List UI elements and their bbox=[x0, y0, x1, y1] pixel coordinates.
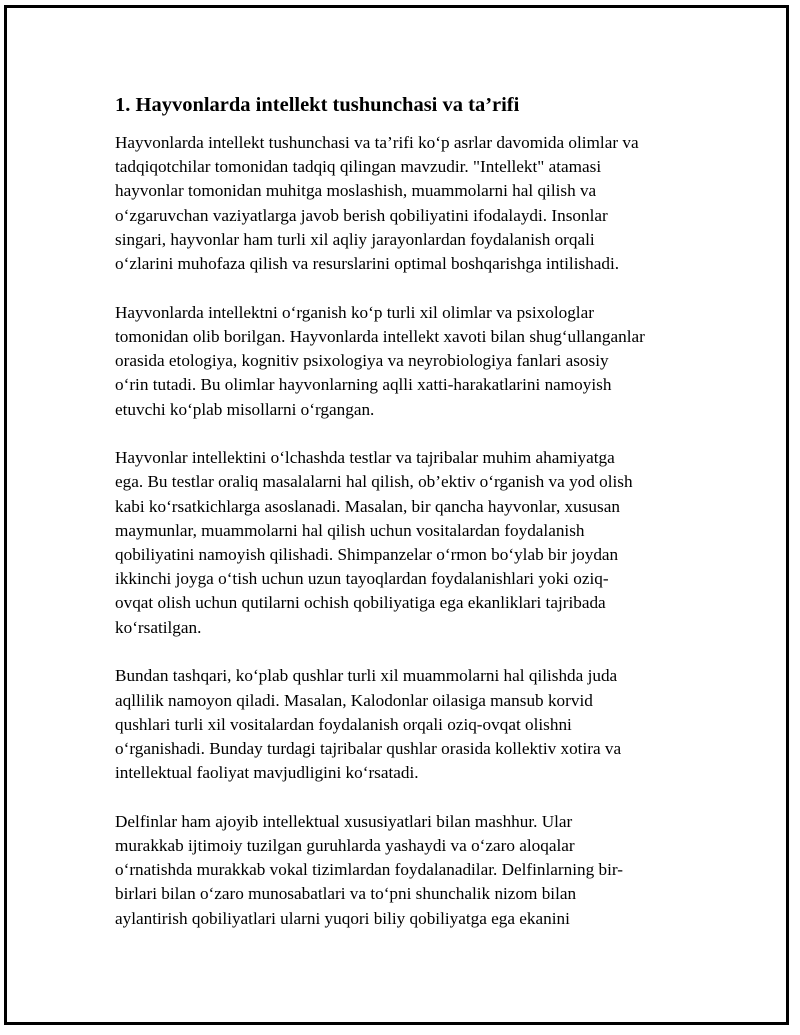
text-line: aylantirish qobiliyatlari ularni yuqori biliy qobiliyatga ega ekanini bbox=[115, 908, 570, 928]
paragraph-4 bbox=[115, 664, 690, 785]
text-line: o‘zgaruvchan vaziyatlarga javob berish qobiliyatini ifodalaydi. Insonlar bbox=[115, 205, 608, 225]
text-line: Bundan tashqari, ko‘plab qushlar turli xil muammolarni hal qilishda juda bbox=[115, 666, 618, 686]
text-line: aqllilik namoyon qiladi. Masalan, Kalodonlar oilasiga mansub korvid bbox=[115, 690, 593, 710]
text-line: ovqat olish uchun qutilarni ochish qobiliyatiga ega ekanliklari tajribada bbox=[115, 593, 606, 613]
text-line: murakkab ijtimoiy tuzilgan guruhlarda yashaydi va o‘zaro aloqalar bbox=[115, 836, 575, 856]
text-line: o‘rganishadi. Bunday turdagi tajribalar qushlar orasida kollektiv xotira va bbox=[115, 738, 622, 758]
text-line: etuvchi ko‘plab misollarni o‘rgangan. bbox=[115, 399, 375, 419]
paragraph-5 bbox=[115, 810, 690, 931]
document-title: 1. Hayvonlarda intellekt tushunchasi va ta’rifi bbox=[115, 94, 520, 116]
text-line: o‘rin tutadi. Bu olimlar hayvonlarning aqlli xatti-harakatlarini namoyish bbox=[115, 375, 612, 395]
paragraph-3 bbox=[115, 446, 690, 640]
text-line: Hayvonlarda intellekt tushunchasi va ta’rifi ko‘p asrlar davomida olimlar va bbox=[115, 133, 639, 152]
text-line: ikkinchi joyga o‘tish uchun uzun tayoqlardan foydalanishlari yoki oziq- bbox=[115, 569, 609, 589]
text-line: kabi ko‘rsatkichlarga asoslanadi. Masalan, bir qancha hayvonlar, xususan bbox=[115, 496, 620, 516]
text-line: birlari bilan o‘zaro munosabatlari va to‘pni shunchalik nizom bilan bbox=[115, 884, 577, 904]
document-body bbox=[115, 92, 690, 955]
text-line: intellektual faoliyat mavjudligini ko‘rsatadi. bbox=[115, 763, 419, 783]
text-line: o‘rnatishda murakkab vokal tizimlardan foydalanadilar. Delfinlarning bir- bbox=[115, 860, 623, 880]
paragraph-1 bbox=[115, 131, 690, 276]
text-line: tomonidan olib borilgan. Hayvonlarda intellekt xavoti bilan shug‘ullanganlar bbox=[115, 326, 645, 346]
text-line: ega. Bu testlar oraliq masalalarni hal qilish, ob’ektiv o‘rganish va yod olish bbox=[115, 472, 633, 492]
text-line: hayvonlar tomonidan muhitga moslashish, muammolarni hal qilish va bbox=[115, 181, 597, 201]
text-line: orasida etologiya, kognitiv psixologiya va neyrobiologiya fanlari asosiy bbox=[115, 351, 609, 371]
text-line: singari, hayvonlar ham turli xil aqliy jarayonlardan foydalanish orqali bbox=[115, 229, 595, 249]
text-line: Hayvonlarda intellektni o‘rganish ko‘p turli xil olimlar va psixologlar bbox=[115, 302, 594, 322]
text-line: ko‘rsatilgan. bbox=[115, 617, 202, 637]
paragraph-2 bbox=[115, 301, 690, 422]
text-line: o‘zlarini muhofaza qilish va resurslarini optimal boshqarishga intilishadi. bbox=[115, 254, 620, 274]
text-line: Hayvonlar intellektini o‘lchashda testlar va tajribalar muhim ahamiyatga bbox=[115, 448, 615, 468]
text-line: maymunlar, muammolarni hal qilish uchun vositalardan foydalanish bbox=[115, 520, 585, 540]
text-line: Delfinlar ham ajoyib intellektual xususiyatlari bilan mashhur. Ular bbox=[115, 811, 573, 831]
text-line: qushlari turli xil vositalardan foydalanish orqali oziq-ovqat olishni bbox=[115, 714, 572, 734]
text-line: qobiliyatini namoyish qilishadi. Shimpanzelar o‘rmon bo‘ylab bir joydan bbox=[115, 545, 619, 565]
text-line: tadqiqotchilar tomonidan tadqiq qilingan mavzudir. "Intellekt" atamasi bbox=[115, 157, 602, 177]
